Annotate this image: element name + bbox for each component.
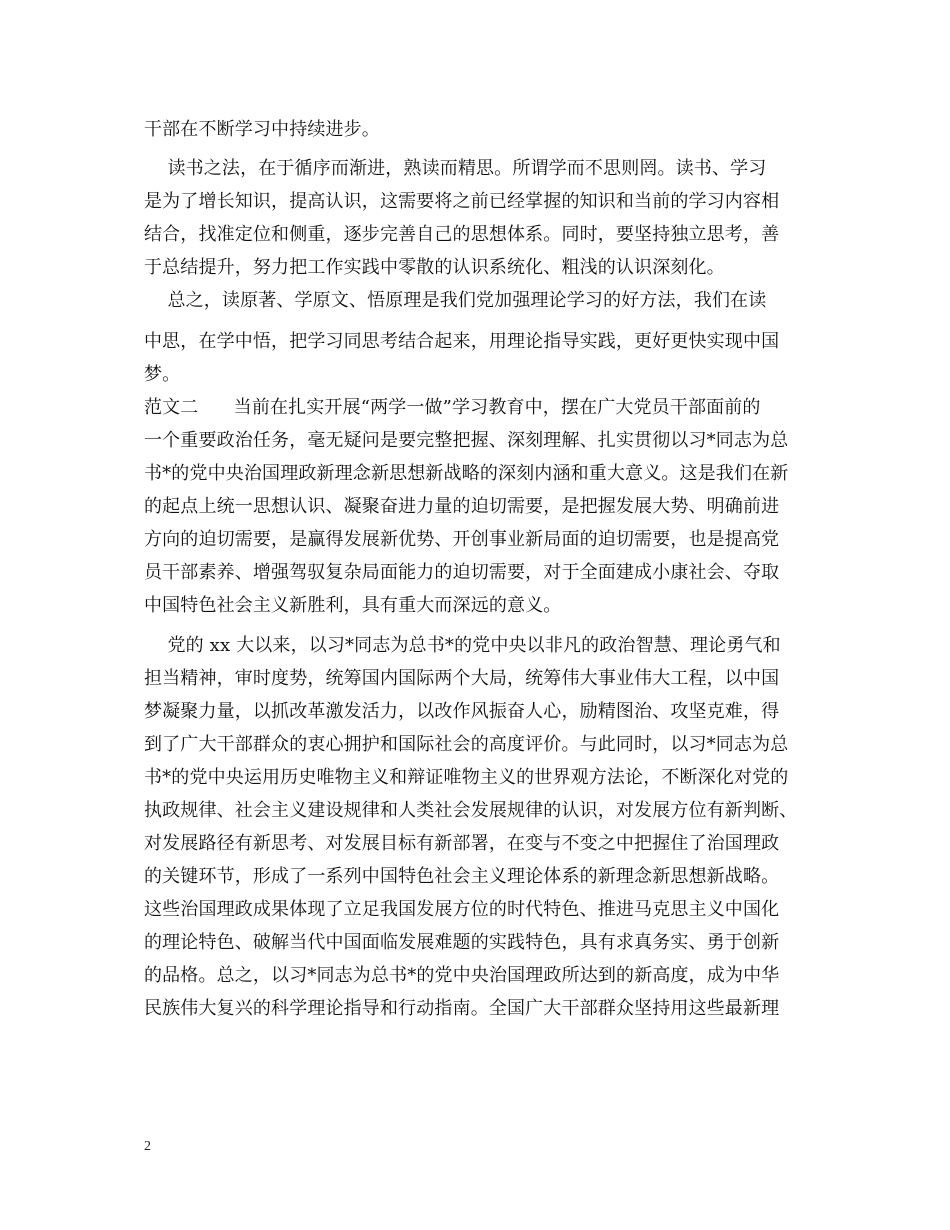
text-line: 梦凝聚力量，以抓改革激发活力，以改作风振奋人心，励精图治、攻坚克难，得 bbox=[144, 701, 780, 722]
text-line: 执政规律、社会主义建设规律和人类社会发展规律的认识，对发展方位有新判断、 bbox=[144, 800, 798, 821]
text-line: 党的 xx 大以来，以习*同志为总书*的党中央以非凡的政治智慧、理论勇气和 bbox=[144, 635, 781, 656]
text-line: 这些治国理政成果体现了立足我国发展方位的时代特色、推进马克思主义中国化 bbox=[144, 899, 780, 920]
text-line: 是为了增长知识，提高认识，这需要将之前已经掌握的知识和当前的学习内容相 bbox=[144, 191, 780, 212]
page-number: 2 bbox=[144, 1139, 151, 1154]
text-line: 担当精神，审时度势，统筹国内国际两个大局，统筹伟大事业伟大工程，以中国 bbox=[144, 668, 780, 689]
text-line: 的理论特色、破解当代中国面临发展难题的实践特色，具有求真务实、勇于创新 bbox=[144, 932, 780, 953]
text-line: 的关键环节，形成了一系列中国特色社会主义理论体系的新理念新思想新战略。 bbox=[144, 866, 780, 887]
text-line: 到了广大干部群众的衷心拥护和国际社会的高度评价。与此同时，以习*同志为总 bbox=[144, 734, 789, 755]
text-line: 的起点上统一思想认识、凝聚奋进力量的迫切需要，是把握发展大势、明确前进 bbox=[144, 496, 780, 517]
text-line: 干部在不断学习中持续进步。 bbox=[144, 119, 380, 140]
text-line: 民族伟大复兴的科学理论指导和行动指南。全国广大干部群众坚持用这些最新理 bbox=[144, 998, 780, 1019]
text-line: 员干部素养、增强驾驭复杂局面能力的迫切需要，对于全面建成小康社会、夺取 bbox=[144, 562, 780, 583]
text-line: 对发展路径有新思考、对发展目标有新部署，在变与不变之中把握住了治国理政 bbox=[144, 833, 780, 854]
text-line: 总之，读原著、学原文、悟原理是我们党加强理论学习的好方法，我们在读 bbox=[144, 290, 767, 311]
text-line: 结合，找准定位和侧重，逐步完善自己的思想体系。同时，要坚持独立思考，善 bbox=[144, 224, 780, 245]
text-line: 于总结提升，努力把工作实践中零散的认识系统化、粗浅的认识深刻化。 bbox=[144, 257, 725, 278]
text-line: 梦。 bbox=[144, 364, 181, 385]
text-line: 范文二 当前在扎实开展“两学一做”学习教育中，摆在广大党员干部面前的 bbox=[144, 397, 761, 418]
text-line: 书*的党中央运用历史唯物主义和辩证唯物主义的世界观方法论，不断深化对党的 bbox=[144, 767, 789, 788]
text-line: 方向的迫切需要，是赢得发展新优势、开创事业新局面的迫切需要，也是提高党 bbox=[144, 529, 780, 550]
text-line: 一个重要政治任务，毫无疑问是要完整把握、深刻理解、扎实贯彻以习*同志为总 bbox=[144, 430, 789, 451]
text-line: 中国特色社会主义新胜利，具有重大而深远的意义。 bbox=[144, 595, 562, 616]
text-line: 中思，在学中悟，把学习同思考结合起来，用理论指导实践，更好更快实现中国 bbox=[144, 331, 780, 352]
text-line: 书*的党中央治国理政新理念新思想新战略的深刻内涵和重大意义。这是我们在新 bbox=[144, 463, 789, 484]
text-line: 的品格。总之，以习*同志为总书*的党中央治国理政所达到的新高度，成为中华 bbox=[144, 965, 780, 986]
text-line: 读书之法，在于循序而渐进，熟读而精思。所谓学而不思则罔。读书、学习 bbox=[144, 158, 767, 179]
